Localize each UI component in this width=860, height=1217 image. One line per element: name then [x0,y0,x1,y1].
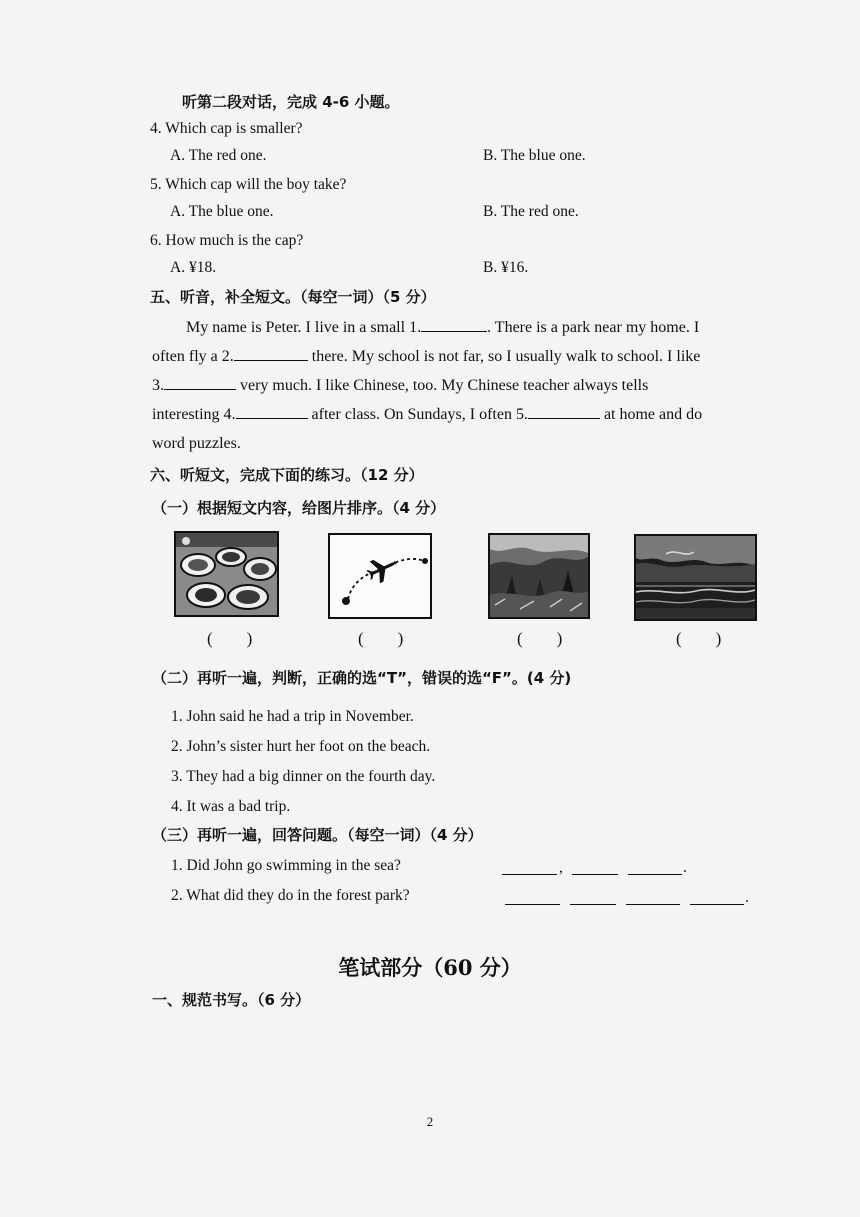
qa-2-answer-blank-2[interactable] [570,904,616,905]
question-4-option-b: B. The blue one. [483,147,586,164]
food-picture [174,531,279,617]
question-6-option-a: A. ¥18. [170,259,217,276]
qa-question-2: 2. What did they do in the forest park? [171,887,410,904]
section-6-title: 六、听短文，完成下面的练习。（12 分） [150,466,424,484]
qa-1-answer-blank-2[interactable] [572,874,618,875]
qa-1-answer-blank-3[interactable] [628,874,682,875]
section-5-title: 五、听音，补全短文。（每空一词）（5 分） [150,288,436,306]
qa-2-answer-blank-3[interactable] [626,904,680,905]
qa-2-answer-blank-4[interactable] [690,904,744,905]
picture-4-order-box[interactable]: ( ) [676,629,722,648]
qa-2-period: . [745,889,749,906]
question-6: 6. How much is the cap? [150,232,304,249]
question-5-option-a: A. The blue one. [170,203,274,220]
tf-statement-2: 2. John’s sister hurt her foot on the beach. [171,738,431,755]
blank-4[interactable] [236,402,308,419]
qa-1-comma: , [559,859,563,876]
qa-question-1: 1. Did John go swimming in the sea? [171,857,401,874]
part2-instruction: 听第二段对话，完成 4-6 小题。 [182,93,400,111]
section-6-part-3: （三）再听一遍，回答问题。（每空一词）（4 分） [152,826,483,844]
tf-statement-4: 4. It was a bad trip. [171,798,291,815]
question-5-option-b: B. The red one. [483,203,579,220]
section-6-part-1: （一）根据短文内容，给图片排序。（4 分） [152,499,446,517]
qa-1-period: . [683,859,687,876]
picture-3-order-box[interactable]: ( ) [517,629,563,648]
question-5: 5. Which cap will the boy take? [150,176,347,193]
food-icon [176,533,277,615]
written-part-heading: 笔试部分（60 分） [338,955,522,980]
picture-1-order-box[interactable]: ( ) [207,629,253,648]
question-4: 4. Which cap is smaller? [150,120,303,137]
airplane-picture [328,533,432,619]
tf-statement-1: 1. John said he had a trip in November. [171,708,414,725]
blank-1[interactable] [421,315,487,332]
qa-2-answer-blank-1[interactable] [505,904,560,905]
blank-3[interactable] [164,373,236,390]
qa-1-answer-blank-1[interactable] [502,874,557,875]
cloze-paragraph: My name is Peter. I live in a small 1. . There is a park near my home. I often fly a 2. there. My school is not far, so I usually walk to school. I like 3. very much. I like Chinese, too. My Chinese teacher always tells interesting 4. after class. On Sundays, I often 5. at home and do word puzzles. [152,313,770,458]
tf-statement-3: 3. They had a big dinner on the fourth day. [171,768,436,785]
forest-icon [490,535,588,617]
blank-5[interactable] [528,402,600,419]
question-4-option-a: A. The red one. [170,147,267,164]
beach-picture [634,534,757,621]
airplane-icon [330,535,430,617]
blank-2[interactable] [234,344,308,361]
written-section-1-title: 一、规范书写。（6 分） [152,991,311,1009]
beach-icon [636,536,755,619]
page-number: 2 [426,1114,434,1129]
forest-picture [488,533,590,619]
question-6-option-b: B. ¥16. [483,259,529,276]
picture-2-order-box[interactable]: ( ) [358,629,404,648]
section-6-part-2: （二）再听一遍，判断，正确的选“T”，错误的选“F”。(4 分) [152,669,572,687]
